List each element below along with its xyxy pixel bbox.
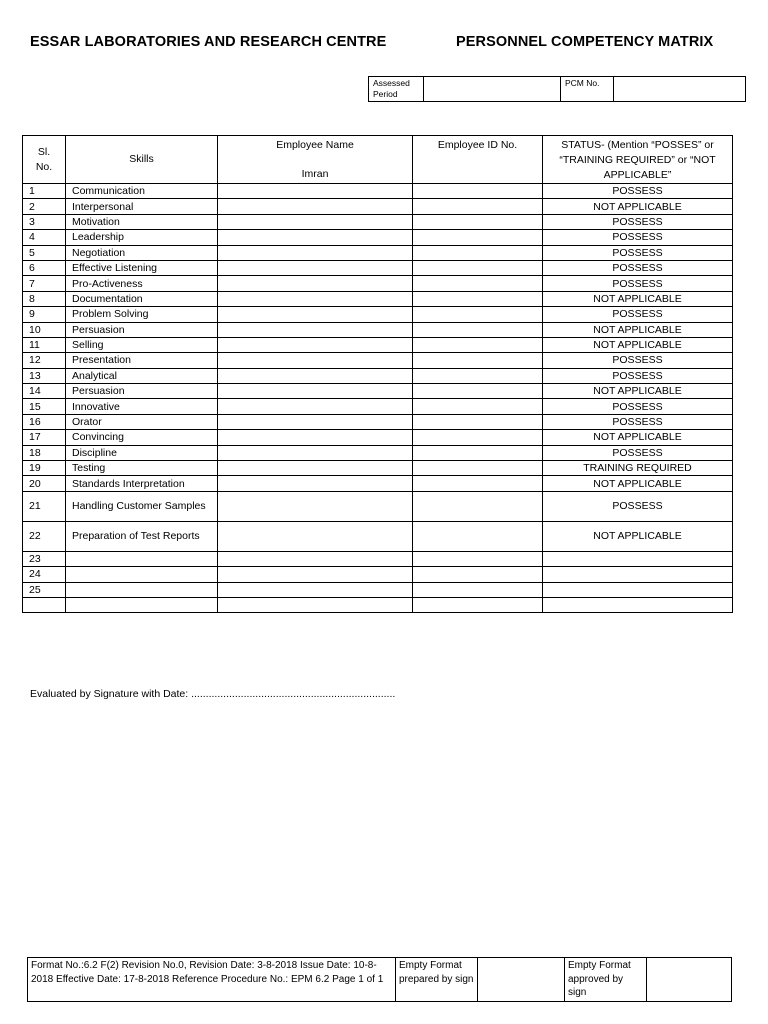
status-cell xyxy=(543,582,733,597)
skill-cell: Problem Solving xyxy=(66,307,218,322)
employee-id-cell[interactable] xyxy=(413,184,543,199)
footer-box xyxy=(27,957,732,1002)
employee-id-cell[interactable] xyxy=(413,214,543,229)
skill-cell: Orator xyxy=(66,414,218,429)
skill-cell: Documentation xyxy=(66,291,218,306)
employee-name-cell[interactable] xyxy=(218,414,413,429)
sl-no-cell: 12 xyxy=(23,353,66,368)
table-row xyxy=(23,368,733,383)
sl-no-cell: 15 xyxy=(23,399,66,414)
employee-id-cell[interactable] xyxy=(413,597,543,612)
status-cell: POSSESS xyxy=(543,260,733,275)
employee-name-cell[interactable] xyxy=(218,445,413,460)
table-row xyxy=(23,582,733,597)
employee-name-cell[interactable] xyxy=(218,476,413,491)
employee-name-cell[interactable] xyxy=(218,337,413,352)
table-row xyxy=(23,230,733,245)
assessed-period-label: Assessed Period xyxy=(369,77,424,102)
employee-name-cell[interactable] xyxy=(218,430,413,445)
sl-no-cell: 14 xyxy=(23,384,66,399)
employee-id-cell[interactable] xyxy=(413,199,543,214)
status-cell: POSSESS xyxy=(543,445,733,460)
status-cell: POSSESS xyxy=(543,214,733,229)
skill-cell: Pro-Activeness xyxy=(66,276,218,291)
sl-no-cell: 21 xyxy=(23,491,66,521)
status-cell: NOT APPLICABLE xyxy=(543,430,733,445)
employee-name-cell[interactable] xyxy=(218,322,413,337)
employee-name-cell[interactable] xyxy=(218,307,413,322)
competency-table xyxy=(22,135,733,613)
status-cell: NOT APPLICABLE xyxy=(543,476,733,491)
employee-name-cell[interactable] xyxy=(218,245,413,260)
employee-id-cell[interactable] xyxy=(413,521,543,551)
skill-cell: Communication xyxy=(66,184,218,199)
sl-no-cell: 6 xyxy=(23,260,66,275)
status-cell: POSSESS xyxy=(543,184,733,199)
table-row xyxy=(23,184,733,199)
employee-id-cell[interactable] xyxy=(413,245,543,260)
employee-name-cell[interactable] xyxy=(218,291,413,306)
status-cell: POSSESS xyxy=(543,399,733,414)
status-cell: NOT APPLICABLE xyxy=(543,199,733,214)
table-row xyxy=(23,399,733,414)
table-row xyxy=(23,521,733,551)
status-cell xyxy=(543,551,733,566)
table-row xyxy=(23,276,733,291)
employee-name-cell[interactable] xyxy=(218,399,413,414)
skill-cell: Handling Customer Samples xyxy=(66,491,218,521)
table-row xyxy=(23,476,733,491)
status-cell: NOT APPLICABLE xyxy=(543,337,733,352)
employee-id-cell[interactable] xyxy=(413,476,543,491)
employee-id-cell[interactable] xyxy=(413,461,543,476)
employee-id-cell[interactable] xyxy=(413,491,543,521)
employee-name-cell[interactable] xyxy=(218,582,413,597)
employee-name-cell[interactable] xyxy=(218,276,413,291)
employee-id-cell[interactable] xyxy=(413,291,543,306)
employee-name-cell[interactable] xyxy=(218,353,413,368)
table-row xyxy=(23,414,733,429)
table-row xyxy=(23,260,733,275)
skill-cell: Leadership xyxy=(66,230,218,245)
employee-id-cell[interactable] xyxy=(413,582,543,597)
employee-name-cell[interactable] xyxy=(218,384,413,399)
employee-name-cell[interactable] xyxy=(218,368,413,383)
skill-cell: Preparation of Test Reports xyxy=(66,521,218,551)
employee-name-label: Employee Name xyxy=(276,139,354,151)
skill-cell: Testing xyxy=(66,461,218,476)
sl-no-cell: 17 xyxy=(23,430,66,445)
skill-cell: Innovative xyxy=(66,399,218,414)
employee-id-cell[interactable] xyxy=(413,260,543,275)
table-row xyxy=(23,307,733,322)
col-header-employee-id: Employee ID No. xyxy=(413,136,543,184)
sl-no-cell: 20 xyxy=(23,476,66,491)
sl-no-cell: 13 xyxy=(23,368,66,383)
sl-no-cell: 23 xyxy=(23,551,66,566)
employee-id-cell[interactable] xyxy=(413,399,543,414)
status-cell: POSSESS xyxy=(543,307,733,322)
employee-name-cell[interactable] xyxy=(218,199,413,214)
status-cell: NOT APPLICABLE xyxy=(543,322,733,337)
approved-by-label: Empty Format approved by sign xyxy=(565,958,647,1002)
status-cell: POSSESS xyxy=(543,276,733,291)
table-row xyxy=(23,337,733,352)
status-cell xyxy=(543,567,733,582)
table-row xyxy=(23,245,733,260)
employee-name-cell[interactable] xyxy=(218,184,413,199)
status-cell xyxy=(543,597,733,612)
format-info: Format No.:6.2 F(2) Revision No.0, Revision Date: 3-8-2018 Issue Date: 10-8-2018 Effective Date: 17-8-2018 Reference Procedure No.: EPM 6.2 Page 1 of 1 xyxy=(28,958,396,1002)
sl-no-cell: 16 xyxy=(23,414,66,429)
skill-cell: Persuasion xyxy=(66,384,218,399)
skill-cell: Effective Listening xyxy=(66,260,218,275)
sl-no-cell: 8 xyxy=(23,291,66,306)
sl-no-cell: 11 xyxy=(23,337,66,352)
table-row xyxy=(23,491,733,521)
employee-id-cell[interactable] xyxy=(413,353,543,368)
sl-no-cell: 9 xyxy=(23,307,66,322)
table-row xyxy=(23,445,733,460)
col-header-skills: Skills xyxy=(66,136,218,184)
employee-name-cell[interactable] xyxy=(218,551,413,566)
table-row xyxy=(23,551,733,566)
employee-name-cell[interactable] xyxy=(218,567,413,582)
employee-id-cell[interactable] xyxy=(413,445,543,460)
employee-name-cell[interactable] xyxy=(218,491,413,521)
evaluated-by-signature: Evaluated by Signature with Date: ...................................................................... xyxy=(30,688,396,700)
sl-no-cell: 4 xyxy=(23,230,66,245)
skill-cell xyxy=(66,582,218,597)
sl-no-cell: 5 xyxy=(23,245,66,260)
status-cell: NOT APPLICABLE xyxy=(543,384,733,399)
document-title: PERSONNEL COMPETENCY MATRIX xyxy=(456,34,714,50)
table-row xyxy=(23,567,733,582)
pcm-no-field[interactable] xyxy=(614,77,746,102)
table-row xyxy=(23,291,733,306)
sl-no-cell: 24 xyxy=(23,567,66,582)
employee-id-cell[interactable] xyxy=(413,551,543,566)
employee-id-cell[interactable] xyxy=(413,307,543,322)
table-row xyxy=(23,384,733,399)
skill-cell xyxy=(66,551,218,566)
skill-cell xyxy=(66,567,218,582)
sl-no-cell: 3 xyxy=(23,214,66,229)
status-cell: NOT APPLICABLE xyxy=(543,291,733,306)
sl-no-cell: 1 xyxy=(23,184,66,199)
status-cell: POSSESS xyxy=(543,245,733,260)
skill-cell: Interpersonal xyxy=(66,199,218,214)
table-row xyxy=(23,353,733,368)
competency-rows xyxy=(23,184,733,613)
employee-id-cell[interactable] xyxy=(413,322,543,337)
status-cell: POSSESS xyxy=(543,353,733,368)
employee-name-cell[interactable] xyxy=(218,521,413,551)
employee-id-cell[interactable] xyxy=(413,430,543,445)
employee-id-cell[interactable] xyxy=(413,368,543,383)
employee-name-cell[interactable] xyxy=(218,214,413,229)
sl-no-cell xyxy=(23,597,66,612)
skill-cell: Convincing xyxy=(66,430,218,445)
approved-by-sign-field[interactable] xyxy=(647,958,732,1002)
employee-name-value: Imran xyxy=(301,168,329,180)
sl-no-cell: 2 xyxy=(23,199,66,214)
skill-cell: Analytical xyxy=(66,368,218,383)
employee-id-cell[interactable] xyxy=(413,337,543,352)
skill-cell xyxy=(66,597,218,612)
skill-cell: Selling xyxy=(66,337,218,352)
employee-name-cell[interactable] xyxy=(218,461,413,476)
sl-no-cell: 10 xyxy=(23,322,66,337)
status-cell: NOT APPLICABLE xyxy=(543,521,733,551)
employee-id-cell[interactable] xyxy=(413,230,543,245)
status-cell: POSSESS xyxy=(543,414,733,429)
status-cell: POSSESS xyxy=(543,491,733,521)
prepared-by-label: Empty Format prepared by sign xyxy=(396,958,478,1002)
skill-cell: Motivation xyxy=(66,214,218,229)
employee-id-cell[interactable] xyxy=(413,414,543,429)
skill-cell: Discipline xyxy=(66,445,218,460)
period-box xyxy=(368,76,746,102)
employee-name-cell[interactable] xyxy=(218,230,413,245)
col-header-status: STATUS- (Mention “POSSES” or “TRAINING REQUIRED” or “NOT APPLICABLE” xyxy=(543,136,733,184)
table-row xyxy=(23,199,733,214)
prepared-by-sign-field[interactable] xyxy=(478,958,565,1002)
table-row xyxy=(23,214,733,229)
employee-name-cell[interactable] xyxy=(218,260,413,275)
table-row xyxy=(23,322,733,337)
skill-cell: Persuasion xyxy=(66,322,218,337)
skill-cell: Presentation xyxy=(66,353,218,368)
employee-name-cell[interactable] xyxy=(218,597,413,612)
col-header-employee-name xyxy=(218,136,413,184)
sl-no-cell: 7 xyxy=(23,276,66,291)
table-row xyxy=(23,430,733,445)
employee-id-cell[interactable] xyxy=(413,276,543,291)
status-cell: POSSESS xyxy=(543,368,733,383)
sl-no-cell: 18 xyxy=(23,445,66,460)
sl-no-cell: 22 xyxy=(23,521,66,551)
status-cell: TRAINING REQUIRED xyxy=(543,461,733,476)
sl-no-cell: 25 xyxy=(23,582,66,597)
table-row xyxy=(23,461,733,476)
col-header-sl-no: Sl. No. xyxy=(23,136,66,184)
employee-id-cell[interactable] xyxy=(413,384,543,399)
sl-no-cell: 19 xyxy=(23,461,66,476)
pcm-no-label: PCM No. xyxy=(561,77,614,102)
table-row xyxy=(23,597,733,612)
status-cell: POSSESS xyxy=(543,230,733,245)
skill-cell: Standards Interpretation xyxy=(66,476,218,491)
organization-name: ESSAR LABORATORIES AND RESEARCH CENTRE xyxy=(30,34,387,50)
skill-cell: Negotiation xyxy=(66,245,218,260)
employee-id-cell[interactable] xyxy=(413,567,543,582)
assessed-period-field[interactable] xyxy=(424,77,561,102)
